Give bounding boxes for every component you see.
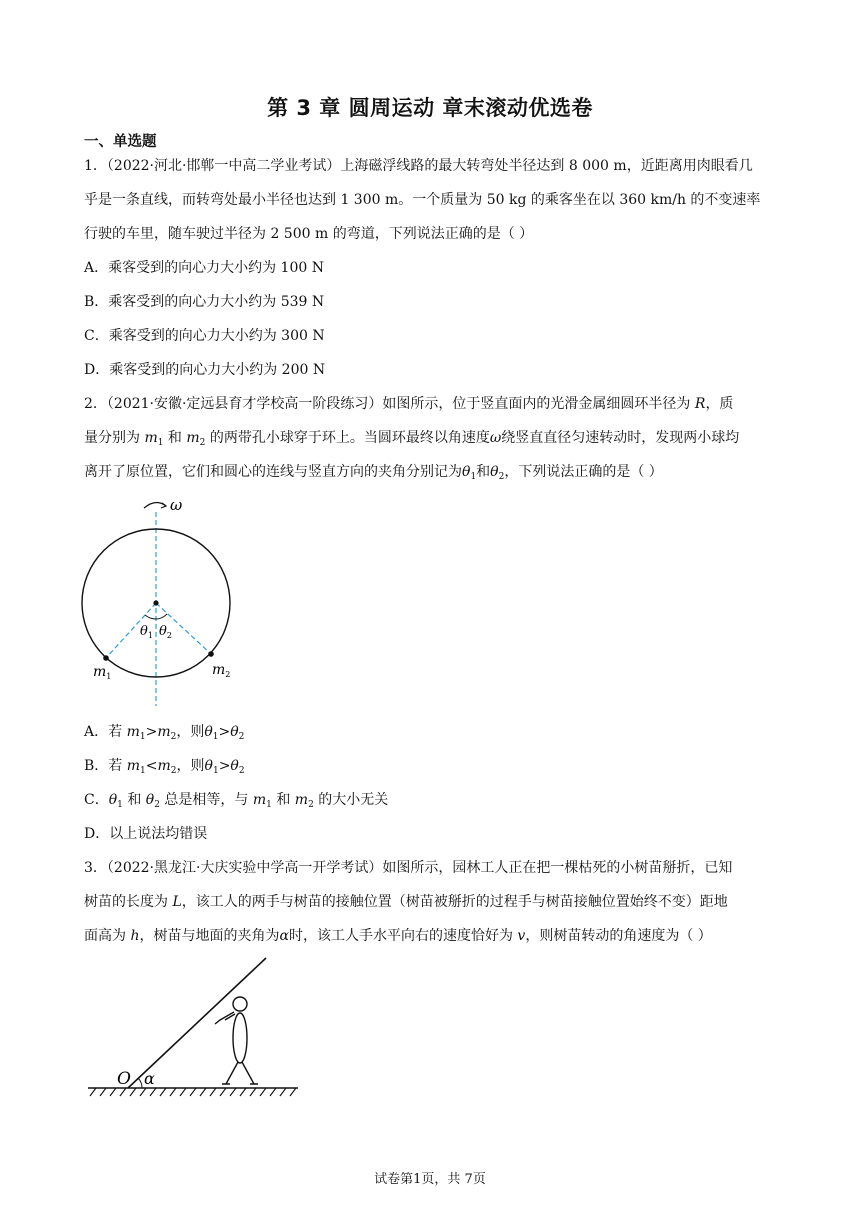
m1-label: $m_1$ bbox=[93, 664, 112, 681]
q3-line-2: 树苗的长度为 L，该工人的两手与树苗的接触位置（树苗被掰折的过程手与树苗接触位置始终不变）距地 bbox=[84, 894, 728, 910]
q2-line-1: 2．（2021·安徽·定远县育才学校高一阶段练习）如图所示，位于竖直面内的光滑金属细圆环半径为 R，质 bbox=[84, 396, 734, 412]
alpha-arc bbox=[138, 1078, 142, 1088]
omega-label: ω bbox=[170, 496, 183, 514]
q1-option-c: C．乘客受到的向心力大小约为 300 N bbox=[84, 328, 325, 344]
q2-line-2: 量分别为 $m_1$ 和 $m_2$ 的两带孔小球穿于环上。当圆环最终以角速度ω绕竖直直径匀速转动时，发现两小球均 bbox=[84, 430, 740, 448]
m2-label: $m_2$ bbox=[212, 662, 231, 679]
ground-hatching bbox=[90, 1088, 296, 1096]
sapling-figure bbox=[84, 954, 304, 1104]
theta2-label: $\theta_2$ bbox=[159, 624, 172, 640]
q1-line-2: 乎是一条直线，而转弯处最小半径也达到 1 300 m。一个质量为 50 kg 的乘客坐在以 360 km/h 的不变速率 bbox=[84, 192, 761, 208]
q2-option-d: D．以上说法均错误 bbox=[84, 826, 208, 842]
section-heading: 一、单选题 bbox=[84, 134, 157, 150]
alpha-label: α bbox=[144, 1069, 155, 1088]
q3-line-3: 面高为 h，树苗与地面的夹角为α时，该工人手水平向右的速度恰好为 v，则树苗转动的角速度为（ ） bbox=[84, 928, 712, 944]
q1-line-3: 行驶的车里，随车驶过半径为 2 500 m 的弯道，下列说法正确的是（ ） bbox=[84, 226, 534, 242]
q1-line-1: 1．（2022·河北·邯郸一中高二学业考试）上海磁浮线路的最大转弯处半径达到 8 000 m，近距离用肉眼看几 bbox=[84, 158, 753, 174]
q2-option-a: A．若 $m_1>m_2$，则$\theta_1>\theta_2$ bbox=[84, 724, 245, 742]
q1-option-b: B．乘客受到的向心力大小约为 539 N bbox=[84, 294, 325, 310]
theta1-label: $\theta_1$ bbox=[140, 624, 153, 640]
q2-option-c: C．$\theta_1$ 和 $\theta_2$ 总是相等，与 $m_1$ 和 $m_2$ 的大小无关 bbox=[84, 792, 389, 810]
worker-figure bbox=[215, 997, 258, 1084]
ring-figure bbox=[78, 494, 238, 708]
page-title: 第 3 章 圆周运动 章末滚动优选卷 bbox=[267, 96, 593, 120]
q2-line-3: 离开了原位置，它们和圆心的连线与竖直方向的夹角分别记为$\theta_1$和$\theta_2$，下列说法正确的是（ ） bbox=[84, 464, 663, 482]
origin-label: O bbox=[117, 1069, 131, 1089]
ball-m1 bbox=[103, 655, 109, 661]
ring-center bbox=[153, 600, 158, 605]
angle-arc-2 bbox=[156, 614, 167, 619]
q3-line-1: 3．（2022·黑龙江·大庆实验中学高一开学考试）如图所示，园林工人正在把一棵枯死的小树苗掰折，已知 bbox=[84, 860, 733, 876]
q1-option-a: A．乘客受到的向心力大小约为 100 N bbox=[84, 260, 324, 276]
q1-option-d: D．乘客受到的向心力大小约为 200 N bbox=[84, 362, 326, 378]
ball-m2 bbox=[208, 651, 214, 657]
page-footer: 试卷第1页，共 7页 bbox=[374, 1172, 486, 1187]
q2-option-b: B．若 $m_1<m_2$，则$\theta_1>\theta_2$ bbox=[84, 758, 245, 776]
angle-arc-1 bbox=[145, 615, 156, 619]
